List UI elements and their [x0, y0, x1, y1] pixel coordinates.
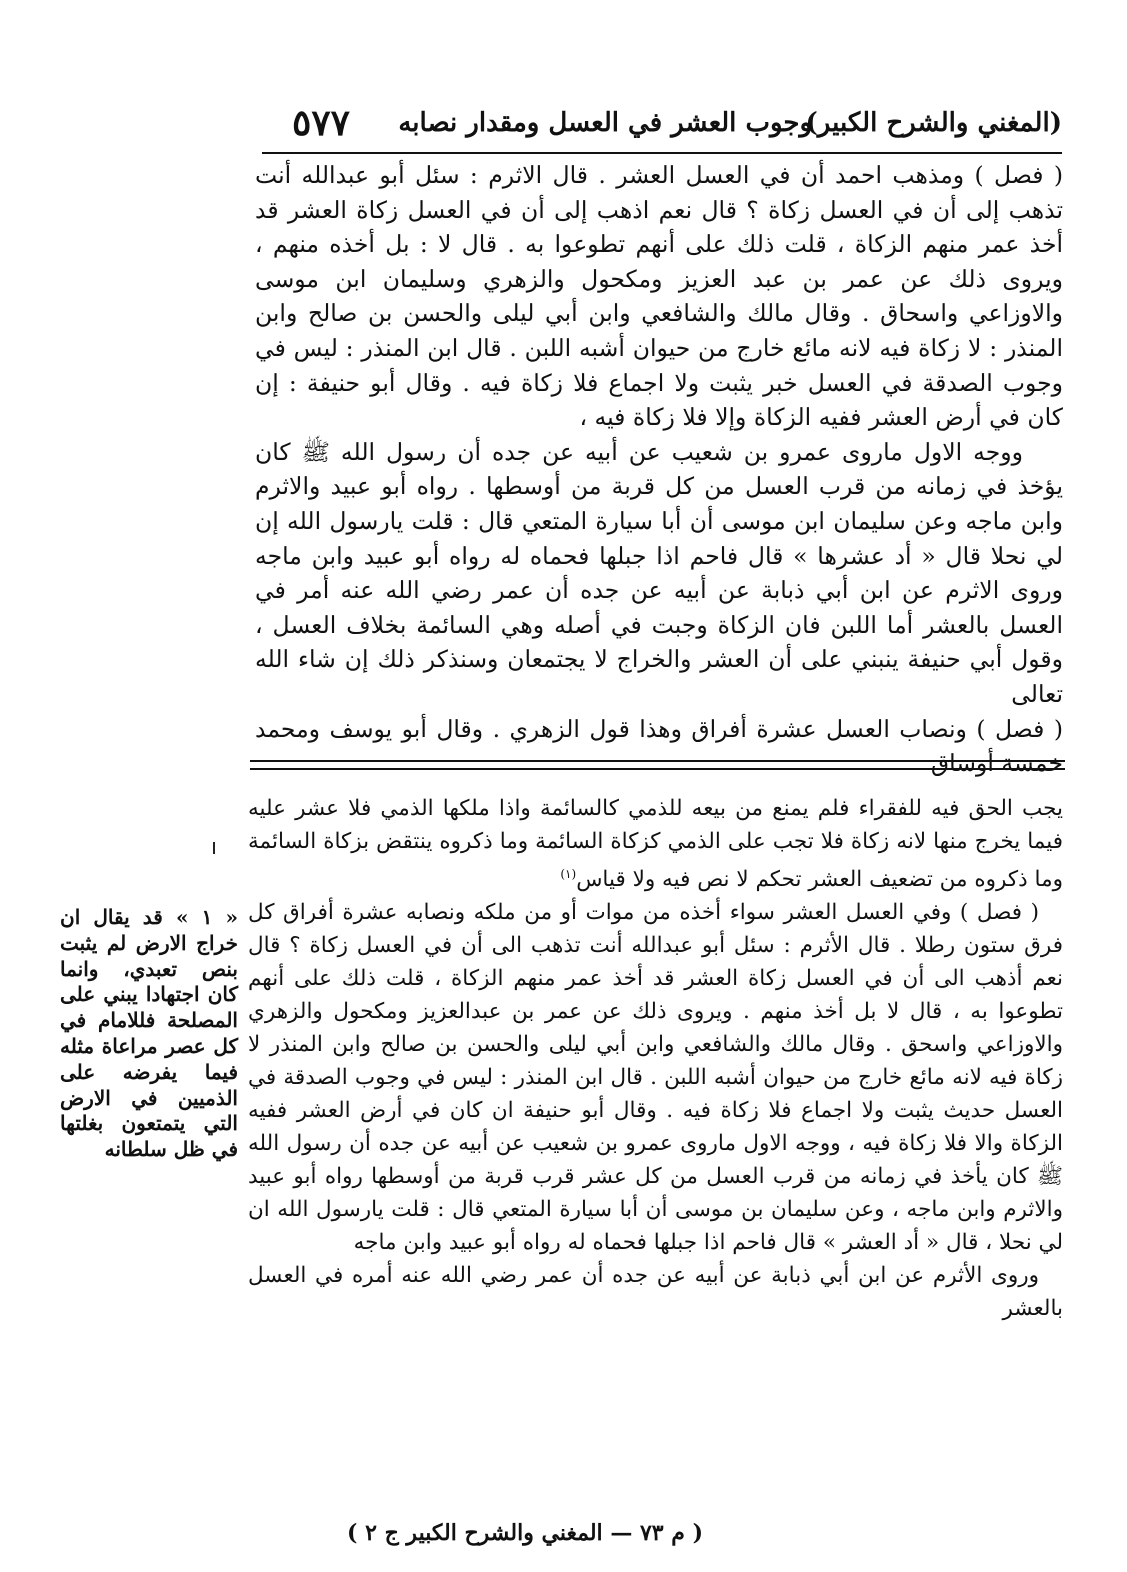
page-header [262, 100, 1062, 154]
chapter-title: وجوب العشر في العسل ومقدار نصابه [398, 108, 812, 138]
main-paragraph: ( فصل ) ونصاب العسل عشرة أفراق وهذا قول الزهري . وقال أبو يوسف ومحمد خمسة أوساق [255, 714, 1063, 778]
commentary-paragraph-text: يجب الحق فيه للفقراء فلم يمنع من بيعه للذمي كالسائمة واذا ملكها الذمي فلا عشر عليه فيما يخرج منها لانه زكاة فلا تجب على الذمي كزكاة السائمة وما ذكروه ينتقض بزكاة السائمة وما ذكروه من تضعيف العشر تحكم لا نص فيه ولا قياس [248, 796, 1063, 893]
margin-mark [213, 842, 215, 854]
commentary-paragraph: ( فصل ) وفي العسل العشر سواء أخذه من موات أو من ملكه ونصابه عشرة أفراق كل فرق ستون رطلا . قال الأثرم : سئل أبو عبدالله أنت تذهب الى أن في العسل زكاة ؟ قال نعم أذهب الى أن في العسل زكاة العشر قد أخذ عمر منهم الزكاة ، قلت ذلك على أنهم تطوعوا به ، قال لا بل أخذ منهم . ويروى ذلك عن عمر بن عبدالعزيز ومكحول والزهري والاوزاعي واسحق . وقال مالك والشافعي وابن أبي ليلى والحسن بن صالح وابن المنذر لا زكاة فيه لانه مائع خارج من حيوان أشبه اللبن . قال ابن المنذر : ليس في وجوب الصدقة في العسل حديث يثبت ولا اجماع فلا زكاة فيه . وقال أبو حنيفة ان كان في أرض العشر ففيه الزكاة والا فلا زكاة فيه ، ووجه الاول ماروى عمرو بن شعيب عن أبيه عن جده أن رسول الله ﷺ كان يأخذ في زمانه من قرب العسل من كل عشر قرب قربة من أوسطها رواه أبو عبيد والاثرم وابن ماجه ، وعن سليمان بن موسى أن أبا سيارة المتعي قال : قلت يارسول الله ان لي نحلا ، قال « أد العشر » قال فاحم اذا جبلها فحماه له رواه أبو عبيد وابن ماجه [248, 900, 1063, 1256]
book-title: (المغني والشرح الكبير) [805, 108, 1062, 138]
main-paragraph: ( فصل ) ومذهب احمد أن في العسل العشر . قال الاثرم : سئل أبو عبدالله أنت تذهب إلى أن في العسل زكاة ؟ قال نعم اذهب إلى أن في العسل زكاة العشر قد أخذ عمر منهم الزكاة ، قلت ذلك على أنهم تطوعوا به . قال لا : بل أخذه منهم ، ويروى ذلك عن عمر بن عبد العزيز ومكحول والزهري وسليمان ابن موسى والاوزاعي واسحاق . وقال مالك والشافعي وابن أبي ليلى والحسن بن صالح وابن المنذر : لا زكاة فيه لانه مائع خارج من حيوان أشبه اللبن . قال ابن المنذر : ليس في وجوب الصدقة في العسل خبر يثبت ولا اجماع فلا زكاة فيه . وقال أبو حنيفة : إن كان في أرض العشر ففيه الزكاة وإلا فلا زكاة فيه ، [255, 161, 1063, 432]
page-number: ٥٧٧ [292, 102, 351, 144]
commentary-paragraph: وروى الأثرم عن ابن أبي ذبابة عن أبيه عن جده أن عمر رضي الله عنه أمره في العسل بالعشر [248, 1263, 1063, 1322]
main-text [255, 158, 1063, 781]
printer-signature: ( م ٧٣ — المغني والشرح الكبير ج ٢ ) [347, 1520, 703, 1546]
main-paragraph: ووجه الاول ماروى عمرو بن شعيب عن أبيه عن جده أن رسول الله ﷺ كان يؤخذ في زمانه من قرب العسل من كل قربة من أوسطها . رواه أبو عبيد والاثرم وابن ماجه وعن سليمان ابن موسى أن أبا سيارة المتعي قال : قلت يارسول الله إن لي نحلا قال « أد عشرها » قال فاحم اذا جبلها فحماه له رواه أبو عبيد وابن ماجه وروى الاثرم عن ابن أبي ذبابة عن أبيه عن جده أن عمر رضي الله عنه أمر في العسل بالعشر أما اللبن فان الزكاة وجبت في أصله وهي السائمة بخلاف العسل ، وقول أبي حنيفة ينبني على أن العشر والخراج لا يجتمعان وسنذكر ذلك إن شاء الله تعالى [255, 437, 1063, 708]
margin-footnote: « ١ » قد يقال ان خراج الارض لم يثبت بنص تعبدي، وانما كان اجتهادا يبني على المصلحة فللامام في كل عصر مراعاة مثله فيما يفرضه على الذميين في الارض التي يتمتعون بغلتها في ظل سلطانه [60, 905, 239, 1162]
section-divider [250, 760, 1065, 770]
commentary-text [248, 792, 1063, 1325]
commentary-paragraph [248, 792, 1063, 896]
footnote-reference: (١) [560, 867, 577, 881]
